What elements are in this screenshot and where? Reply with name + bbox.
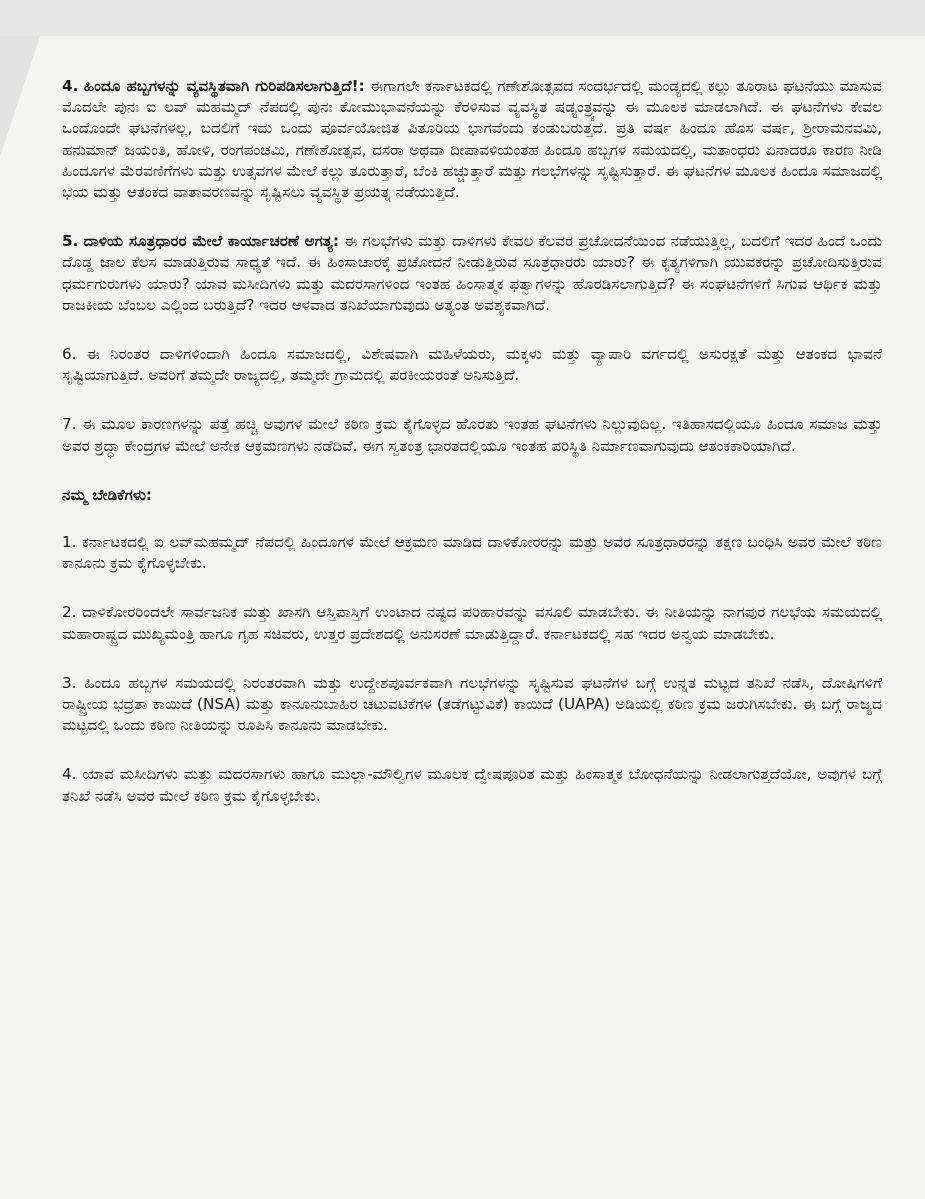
paragraph-6-number: 6. [62, 345, 77, 364]
document-body [62, 76, 882, 835]
demand-2-number: 2. [62, 603, 77, 622]
paragraph-7-number: 7. [62, 415, 77, 434]
paragraph-7 [62, 414, 882, 456]
demand-1-text: ಕರ್ನಾಟಕದಲ್ಲಿ ಐ ಲವ್‌ಮಹಮ್ಮದ್ ನೆಪದಲ್ಲಿ ಹಿಂದೂಗಳ ಮೇಲೆ ಆಕ್ರಮಣ ಮಾಡಿದ ದಾಳಿಕೋರರನ್ನು ಮತ್ತು ಅವರ ಸೂತ್ರಧಾರರನ್ನು ತಕ್ಷಣ ಬಂಧಿಸಿ ಅವರ ಮೇಲೆ ಕಠಿಣ ಕಾನೂನು ಕ್ರಮ ಕೈಗೊಳ್ಳಬೇಕು. [62, 533, 883, 573]
demand-3-number: 3. [62, 673, 77, 692]
demand-1-number: 1. [62, 533, 77, 552]
paragraph-4-title: ಹಿಂದೂ ಹಬ್ಬಗಳನ್ನು ವ್ಯವಸ್ಥಿತವಾಗಿ ಗುರಿಪಡಿಸಲಾಗುತ್ತಿದೆ!: [83, 77, 365, 95]
demand-4 [62, 764, 882, 806]
paragraph-4-number: 4. [62, 77, 79, 95]
document-page [0, 36, 925, 1199]
paragraph-7-text: ಈ ಮೂಲ ಕಾರಣಗಳನ್ನು ಪತ್ತೆ ಹಚ್ಚಿ ಅವುಗಳ ಮೇಲೆ ಕಠಿಣ ಕ್ರಮ ಕೈಗೊಳ್ಳದ ಹೊರತು ಇಂತಹ ಘಟನೆಗಳು ನಿಲ್ಲುವುದಿಲ್ಲ. ಇತಿಹಾಸದಲ್ಲಿಯೂ ಹಿಂದೂ ಸಮಾಜ ಮತ್ತು ಅವರ ಶ್ರದ್ಧಾ ಕೇಂದ್ರಗಳ ಮೇಲೆ ಅನೇಕ ಆಕ್ರಮಣಗಳು ನಡೆದಿವೆ. ಈಗ ಸ್ವತಂತ್ರ ಭಾರತದಲ್ಲಿಯೂ ಇಂತಹ ಪರಿಸ್ಥಿತಿ ನಿರ್ಮಾಣವಾಗುವುದು ಆತಂಕಕಾರಿಯಾಗಿದೆ. [62, 415, 883, 455]
top-background-strip [0, 0, 925, 36]
paragraph-5-title: ದಾಳಿಯ ಸೂತ್ರಧಾರರ ಮೇಲೆ ಕಾರ್ಯಾಚರಣೆ ಅಗತ್ಯ: [83, 232, 340, 251]
paragraph-4-text: ಈಗಾಗಲೇ ಕರ್ನಾಟಕದಲ್ಲಿ ಗಣೇಶೋತ್ಸವದ ಸಂದರ್ಭದಲ್ಲಿ ಮಂಡ್ಯದಲ್ಲಿ ಕಲ್ಲು ತೂರಾಟ ಘಟನೆಯು ಮಾಸುವ ಮೊದಲೇ ಪುನಃ ಐ ಲವ್ ಮಹಮ್ಮದ್ ನೆಪದಲ್ಲಿ ಪುನಃ ಕೋಮುಭಾವನೆಯನ್ನು ಕೆರಳಿಸುವ ವ್ಯವಸ್ಥಿತ ಷಡ್ಯಂತ್ರ್ಯವನ್ನು ಈ ಮೂಲಕ ಮಾಡಲಾಗಿದೆ. ಈ ಘಟನೆಗಳು ಕೇವಲ ಒಂದೊಂದೇ ಘಟನೆಗಳಲ್ಲ, ಬದಲಿಗೆ ಇದು ಒಂದು ಪೂರ್ವಯೋಜಿತ ಪಿತೂರಿಯ ಭಾಗವೆಂದು ಕಂಡುಬರುತ್ತದೆ. ಪ್ರತಿ ವರ್ಷ ಹಿಂದೂ ಹೊಸ ವರ್ಷ, ಶ್ರೀರಾಮನವಮಿ, ಹನುಮಾನ್ ಜಯಂತಿ, ಹೋಳಿ, ರಂಗಪಂಚಮಿ, ಗಣೇಶೋತ್ಸವ, ದಸರಾ ಅಥವಾ ದೀಪಾವಳಿಯಂತಹ ಹಿಂದೂ ಹಬ್ಬಗಳ ಸಮಯದಲ್ಲಿ, ಮತಾಂಧರು ಏನಾದರೂ ಕಾರಣ ನೀಡಿ ಹಿಂದೂಗಳ ಮೆರವಣಿಗೆಗಳು ಮತ್ತು ಉತ್ಸವಗಳ ಮೇಲೆ ಕಲ್ಲು ತೂರುತ್ತಾರೆ, ಬೆಂಕಿ ಹಚ್ಚುತ್ತಾರೆ ಮತ್ತು ಗಲಭೆಗಳನ್ನು ಸೃಷ್ಟಿಸುತ್ತಾರೆ. ಈ ಘಟನೆಗಳ ಮೂಲಕ ಹಿಂದೂ ಸಮಾಜದಲ್ಲಿ ಭಯ ಮತ್ತು ಆತಂಕದ ವಾತಾವರಣವನ್ನು ಸೃಷ್ಟಿಸಲು ವ್ಯವಸ್ಥಿತ ಪ್ರಯತ್ನ ನಡೆಯುತ್ತಿದೆ. [62, 77, 883, 202]
paragraph-5 [62, 231, 882, 316]
demand-3-text: ಹಿಂದೂ ಹಬ್ಬಗಳ ಸಮಯದಲ್ಲಿ ನಿರಂತರವಾಗಿ ಮತ್ತು ಉದ್ದೇಶಪೂರ್ವಕವಾಗಿ ಗಲಭೆಗಳನ್ನು ಸೃಷ್ಟಿಸುವ ಘಟನೆಗಳ ಬಗ್ಗೆ ಉನ್ನತ ಮಟ್ಟದ ತನಿಖೆ ನಡೆಸಿ, ದೋಷಿಗಳಿಗೆ ರಾಷ್ಟ್ರೀಯ ಭದ್ರತಾ ಕಾಯಿದೆ (NSA) ಮತ್ತು ಕಾನೂನುಬಾಹಿರ ಚಟುವಟಿಕೆಗಳ (ತಡೆಗಟ್ಟುವಿಕೆ) ಕಾಯಿದೆ (UAPA) ಅಡಿಯಲ್ಲಿ ಕಠಿಣ ಕ್ರಮ ಜರುಗಿಸಬೇಕು. ಈ ಬಗ್ಗೆ ರಾಜ್ಯದ ಮಟ್ಟದಲ್ಲಿ ಒಂದು ಕಠಿಣ ನೀತಿಯನ್ನು ರೂಪಿಸಿ ಕಾನೂನು ಮಾಡಬೇಕು. [62, 673, 882, 735]
paragraph-5-text: ಈ ಗಲಭೆಗಳು ಮತ್ತು ದಾಳಿಗಳು ಕೇವಲ ಕೆಲವರ ಪ್ರಚೋದನೆಯಿಂದ ನಡೆಯುತ್ತಿಲ್ಲ, ಬದಲಿಗೆ ಇದರ ಹಿಂದೆ ಒಂದು ದೊಡ್ಡ ಜಾಲ ಕೆಲಸ ಮಾಡುತ್ತಿರುವ ಸಾಧ್ಯತೆ ಇದೆ. ಈ ಹಿಂಸಾಚಾರಕ್ಕೆ ಪ್ರಚೋದನೆ ನೀಡುತ್ತಿರುವ ಸೂತ್ರಧಾರರು ಯಾರು? ಈ ಕೃತ್ಯಗಳಿಗಾಗಿ ಯುವಕರನ್ನು ಪ್ರಚೋದಿಸುತ್ತಿರುವ ಧರ್ಮಗುರುಗಳು ಯಾರು? ಯಾವ ಮಸೀದಿಗಳು ಮತ್ತು ಮದರಸಾಗಳಿಂದ ಇಂತಹ ಹಿಂಸಾತ್ಮಕ ಫತ್ವಾಗಳನ್ನು ಹೊರಡಿಸಲಾಗುತ್ತಿದೆ? ಈ ಸಂಘಟನೆಗಳಿಗೆ ಸಿಗುವ ಆರ್ಥಿಕ ಮತ್ತು ರಾಜಕೀಯ ಬೆಂಬಲ ಎಲ್ಲಿಂದ ಬರುತ್ತಿದೆ? ಇದರ ಆಳವಾದ ತನಿಖೆಯಾಗುವುದು ಅತ್ಯಂತ ಅವಶ್ಯಕವಾಗಿದೆ. [62, 232, 882, 314]
paragraph-4 [62, 76, 882, 203]
demand-2 [62, 602, 882, 644]
demand-3 [62, 673, 882, 737]
demand-1 [62, 532, 882, 574]
demand-4-number: 4. [62, 765, 77, 784]
demand-2-text: ದಾಳಿಕೋರರಿಂದಲೇ ಸಾರ್ವಜನಿಕ ಮತ್ತು ಖಾಸಗಿ ಆಸ್ತಿಪಾಸ್ತಿಗೆ ಉಂಟಾದ ನಷ್ಟದ ಪರಿಹಾರವನ್ನು ವಸೂಲಿ ಮಾಡಬೇಕು. ಈ ನೀತಿಯನ್ನು ನಾಗಪುರ ಗಲಭೆಯ ಸಮಯದಲ್ಲಿ ಮಹಾರಾಷ್ಟ್ರದ ಮುಖ್ಯಮಂತ್ರಿ ಹಾಗೂ ಗೃಹ ಸಚಿವರು, ಉತ್ತರ ಪ್ರದೇಶದಲ್ಲಿ ಅನುಸರಣೆ ಮಾಡುತ್ತಿದ್ದಾರೆ. ಕರ್ನಾಟಕದಲ್ಲಿ ಸಹ ಇದರ ಅನ್ವಯ ಮಾಡಬೇಕು. [62, 603, 882, 643]
paragraph-6 [62, 344, 882, 386]
demand-4-text: ಯಾವ ಮಸೀದಿಗಳು ಮತ್ತು ಮದರಸಾಗಳು ಹಾಗೂ ಮುಲ್ಲಾ-ಮೌಲ್ವಿಗಳ ಮೂಲಕ ದ್ವೇಷಪೂರಿತ ಮತ್ತು ಹಿಂಸಾತ್ಮಕ ಬೋಧನೆಯನ್ನು ನೀಡಲಾಗುತ್ತದೆಯೋ, ಅವುಗಳ ಬಗ್ಗೆ ತನಿಖೆ ನಡೆಸಿ ಅವರ ಮೇಲೆ ಕಠಿಣ ಕ್ರಮ ಕೈಗೊಳ್ಳಬೇಕು. [62, 765, 883, 805]
paragraph-6-text: ಈ ನಿರಂತರ ದಾಳಿಗಳಿಂದಾಗಿ ಹಿಂದೂ ಸಮಾಜದಲ್ಲಿ, ವಿಶೇಷವಾಗಿ ಮಹಿಳೆಯರು, ಮಕ್ಕಳು ಮತ್ತು ವ್ಯಾಪಾರಿ ವರ್ಗದಲ್ಲಿ ಅಸುರಕ್ಷತೆ ಮತ್ತು ಆತಂಕದ ಭಾವನೆ ಸೃಷ್ಟಿಯಾಗುತ್ತಿದೆ. ಅವರಿಗೆ ತಮ್ಮದೇ ರಾಜ್ಯದಲ್ಲಿ, ತಮ್ಮದೇ ಗ್ರಾಮದಲ್ಲಿ ಪರಕೀಯರಂತೆ ಅನಿಸುತ್ತಿದೆ. [62, 345, 882, 385]
paragraph-5-number: 5. [62, 232, 79, 251]
demands-heading: ನಮ್ಮ ಬೇಡಿಕೆಗಳು: [62, 485, 152, 504]
